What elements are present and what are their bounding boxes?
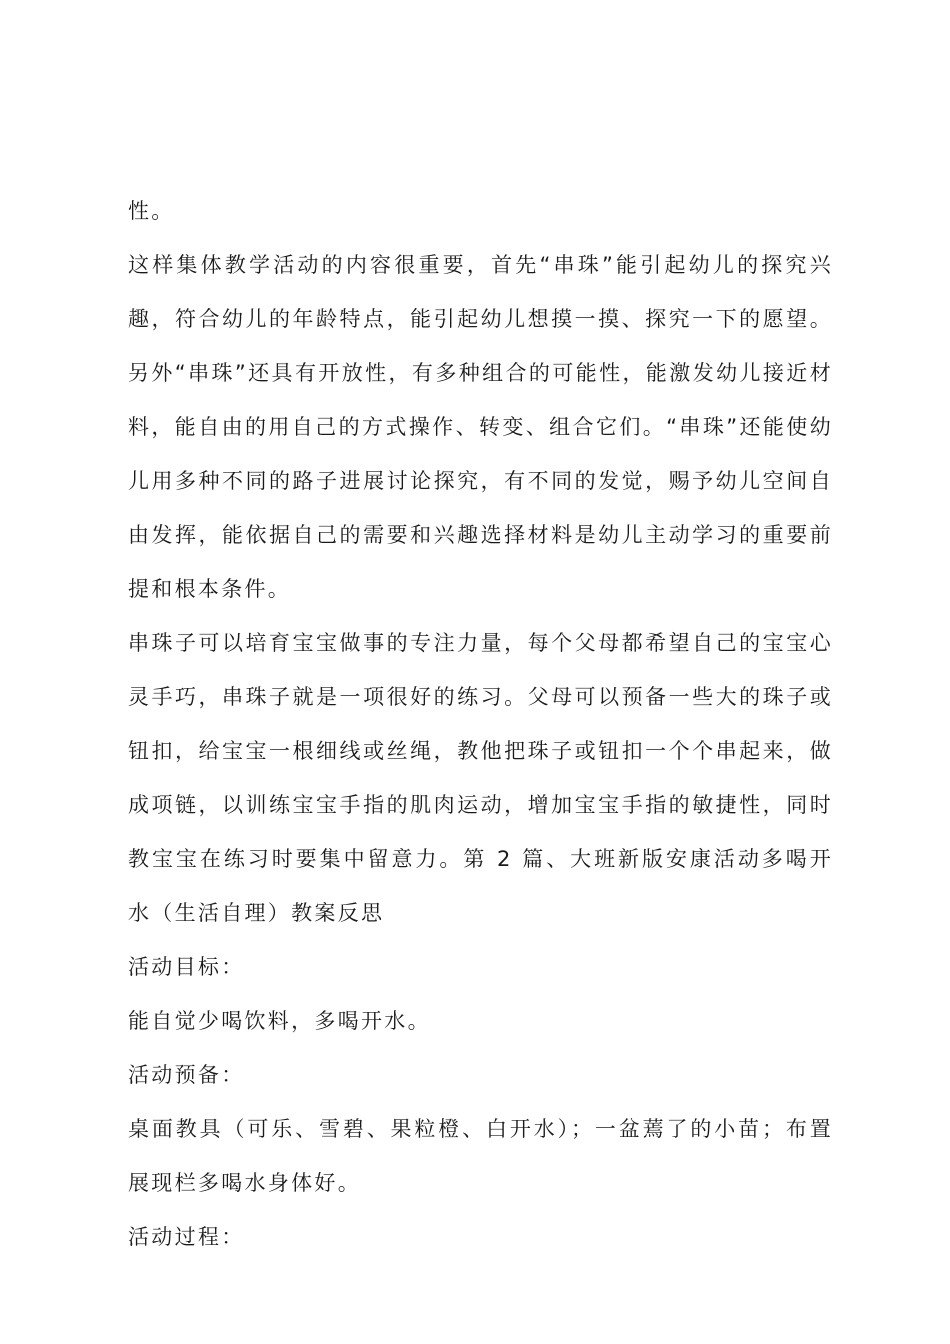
paragraph-activity-goals: 能自觉少喝饮料，多喝开水。 xyxy=(128,1009,431,1033)
paragraph-reflection: 这样集体教学活动的内容很重要，首先“串珠”能引起幼儿的探究兴趣，符合幼儿的年龄特点，能引起幼儿想摸一摸、探究一下的愿望。另外“串珠”还具有开放性，有多种组合的可能性，能激发幼儿接近材料，能自由的用自己的方式操作、转变、组合它们。“串珠”还能使幼儿用多种不同的路子进展讨论探究，有不同的发觉，赐予幼儿空间自由发挥，能依据自己的需要和兴趣选择材料是幼儿主动学习的重要前提和根本条件。 xyxy=(128,253,833,601)
document-body xyxy=(128,184,833,1264)
paragraph-activity-preparation: 桌面教具（可乐、雪碧、果粒橙、白开水）；一盆蔫了的小苗；布置展现栏多喝水身体好。 xyxy=(128,1117,833,1195)
paragraph-continuation: 性。 xyxy=(128,199,175,223)
paragraph-beading-benefits: 串珠子可以培育宝宝做事的专注力量，每个父母都希望自己的宝宝心灵手巧，串珠子就是一项很好的练习。父母可以预备一些大的珠子或钮扣，给宝宝一根细线或丝绳，教他把珠子或钮扣一个个串起来，做成项链，以训练宝宝手指的肌肉运动，增加宝宝手指的敏捷性，同时教宝宝在练习时要集中留意力。第 2 篇、大班新版安康活动多喝开水（生活自理）教案反思 xyxy=(128,631,833,925)
heading-activity-process: 活动过程： xyxy=(128,1225,245,1249)
heading-activity-goals: 活动目标： xyxy=(128,955,245,979)
heading-activity-preparation: 活动预备： xyxy=(128,1063,245,1087)
